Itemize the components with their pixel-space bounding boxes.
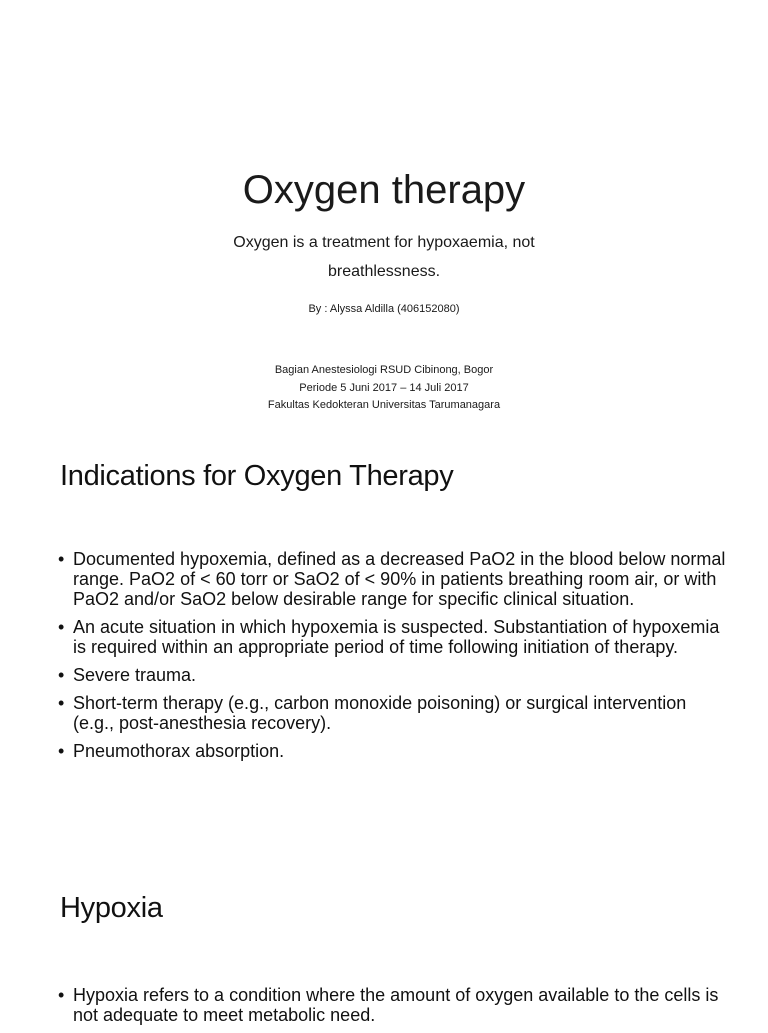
subtitle-line-1: Oxygen is a treatment for hypoxaemia, not: [233, 234, 535, 251]
bullet-list: [58, 549, 728, 769]
slide-heading: Hypoxia: [60, 892, 163, 924]
list-item-text: Short-term therapy (e.g., carbon monoxide poisoning) or surgical intervention (e.g., post-anesthesia recovery).: [73, 693, 687, 733]
list-item-text: Documented hypoxemia, defined as a decreased PaO2 in the blood below normal range. PaO2 of < 60 torr or SaO2 of < 90% in patients breathing room air, or with PaO2 and/or SaO2 below desirable range for specific clinical situation.: [73, 549, 726, 609]
affiliation-line: Fakultas Kedokteran Universitas Tarumanagara: [267, 399, 501, 411]
subtitle-line-2: breathlessness.: [327, 263, 441, 280]
bullet-list: [58, 985, 728, 1033]
list-item-text: Hypoxia refers to a condition where the amount of oxygen available to the cells is not adequate to meet metabolic need.: [73, 985, 719, 1025]
list-item: [58, 617, 728, 657]
subtitle: [180, 228, 588, 286]
affiliation-line: Bagian Anestesiologi RSUD Cibinong, Bogor: [274, 364, 494, 376]
bullet-icon: •: [58, 665, 65, 685]
list-item: [58, 549, 728, 609]
bullet-icon: •: [58, 741, 65, 761]
hypoxia-slide: [0, 864, 768, 1024]
indications-slide: [0, 432, 768, 864]
list-item: [58, 985, 728, 1025]
bullet-icon: •: [58, 617, 65, 637]
list-item: [58, 693, 728, 733]
list-item: [58, 665, 728, 685]
author-line: By : Alyssa Aldilla (406152080): [308, 303, 460, 315]
slide-heading: Indications for Oxygen Therapy: [60, 460, 454, 492]
list-item: [58, 741, 728, 761]
bullet-icon: •: [58, 693, 65, 713]
bullet-icon: •: [58, 985, 65, 1005]
title-slide: [0, 0, 768, 432]
list-item-text: Severe trauma.: [73, 665, 197, 685]
list-item-text: Pneumothorax absorption.: [73, 741, 285, 761]
page-title: Oxygen therapy: [242, 168, 526, 212]
list-item-text: An acute situation in which hypoxemia is suspected. Substantiation of hypoxemia is required within an appropriate period of time following initiation of therapy.: [73, 617, 720, 657]
affiliation-line: Periode 5 Juni 2017 – 14 Juli 2017: [299, 381, 469, 394]
bullet-icon: •: [58, 549, 65, 569]
affiliation-block: [0, 362, 768, 415]
